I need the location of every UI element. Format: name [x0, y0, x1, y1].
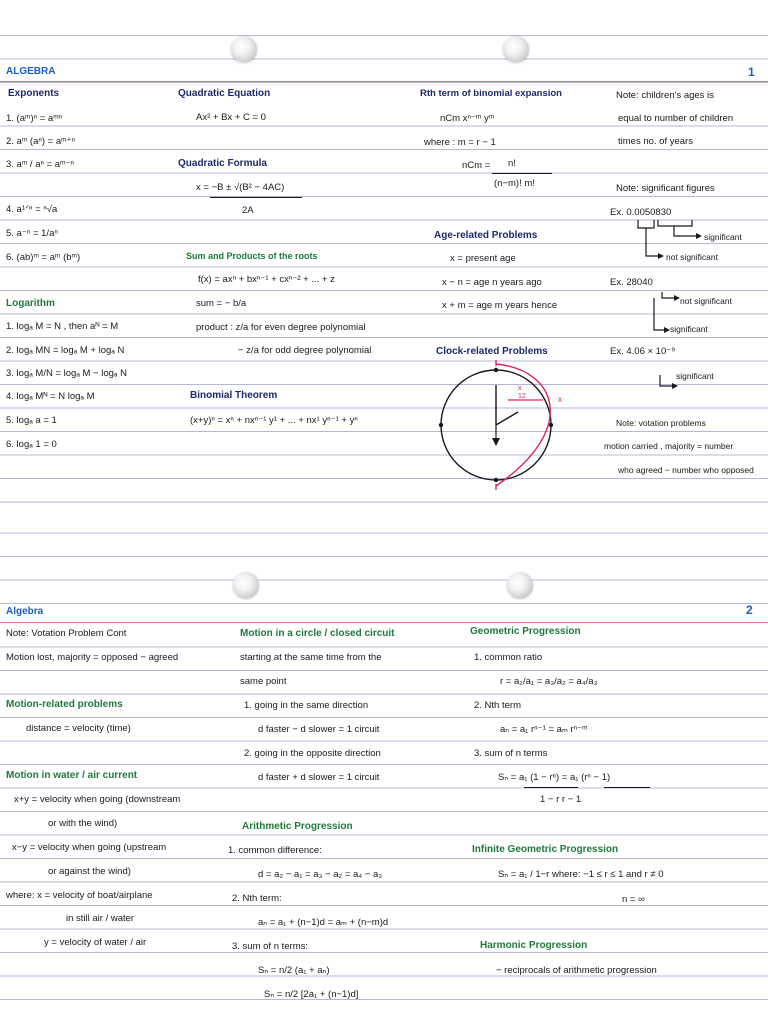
- sig-fig-example: Ex. 4.06 × 10⁻⁹: [610, 346, 676, 357]
- exponent-rule: 2. aᵐ (aⁿ) = aᵐ⁺ⁿ: [6, 136, 76, 147]
- circle-line: d faster − d slower = 1 circuit: [258, 724, 380, 735]
- sig-fig-example: Ex. 28040: [610, 277, 653, 288]
- notebook-page-2: [0, 528, 768, 1018]
- harmonic-header: Harmonic Progression: [480, 940, 588, 951]
- arithmetic-header: Arithmetic Progression: [242, 821, 353, 832]
- infinite-geometric-header: Infinite Geometric Progression: [472, 844, 619, 855]
- water-air-header: Motion in water / air current: [6, 770, 138, 781]
- log-rule: 3. logₐ M/N = logₐ M − logₐ N: [6, 368, 127, 379]
- exponent-rule: 1. (aᵐ)ⁿ = aᵐⁿ: [6, 113, 63, 124]
- geo-sum-denominator: 1 − r r − 1: [540, 794, 582, 805]
- notebook-page-1: [0, 20, 768, 510]
- rth-term-header: Rth term of binomial expansion: [420, 88, 562, 99]
- arith-line: aₙ = a₁ + (n−1)d = aₘ + (n−m)d: [258, 917, 389, 928]
- not-significant-label: not significant: [680, 296, 732, 306]
- motion-line: y = velocity of water / air: [44, 937, 147, 948]
- children-note: Note: children's ages is: [616, 90, 714, 101]
- motion-line: where: x = velocity of boat/airplane: [6, 890, 153, 901]
- rth-term-formula: nCm xⁿ⁻ᵐ yᵐ: [440, 113, 495, 124]
- infinite-line: n = ∞: [622, 894, 645, 905]
- fraction-bar: [492, 173, 552, 174]
- fraction-bar: [524, 787, 578, 788]
- arith-line: d = a₂ − a₁ = a₃ − a₂ = a₄ − a₃: [258, 869, 383, 880]
- quadratic-formula-numerator: x = −B ± √(B² − 4AC): [196, 182, 285, 193]
- circle-motion-header: Motion in a circle / closed circuit: [240, 628, 395, 639]
- geo-sum-numerator: Sₙ = a₁ (1 − rⁿ) = a₁ (rⁿ − 1): [498, 772, 611, 783]
- arith-line: 2. Nth term:: [232, 893, 282, 904]
- log-rule: 1. logₐ M = N , then aᴺ = M: [6, 321, 119, 332]
- motion-line: or with the wind): [48, 818, 118, 829]
- geo-line: 1. common ratio: [474, 652, 543, 663]
- log-rule: 4. logₐ Mᴺ = N logₐ M: [6, 391, 95, 402]
- circle-line: d faster + d slower = 1 circuit: [258, 772, 380, 783]
- sum-of-roots: sum = − b/a: [196, 298, 247, 309]
- polynomial-fx: f(x) = axⁿ + bxⁿ⁻¹ + cxⁿ⁻² + ... + z: [198, 274, 335, 285]
- harmonic-line: − reciprocals of arithmetic progression: [496, 965, 657, 976]
- distance-formula: distance = velocity (time): [26, 723, 131, 734]
- motion-line: in still air / water: [66, 913, 135, 924]
- exponent-rule: 4. a¹ᐟⁿ = ⁿ√a: [6, 204, 58, 215]
- exponent-rule: 3. aᵐ / aⁿ = aᵐ⁻ⁿ: [6, 159, 74, 170]
- quadratic-equation: Ax² + Bx + C = 0: [196, 112, 266, 123]
- log-rule: 2. logₐ MN = logₐ M + logₐ N: [6, 345, 125, 356]
- circle-line: same point: [240, 676, 287, 687]
- svg-text:x: x: [518, 385, 522, 392]
- page-number: 1: [748, 65, 755, 79]
- significant-label: significant: [704, 232, 742, 242]
- arith-line: Sₙ = n/2 (a₁ + aₙ): [258, 965, 330, 976]
- exponent-rule: 5. a⁻ⁿ = 1/aⁿ: [6, 228, 58, 239]
- children-note: equal to number of children: [618, 113, 734, 124]
- binder-hole: [231, 36, 257, 62]
- quadratic-equation-header: Quadratic Equation: [178, 88, 271, 99]
- motion-problems-header: Motion-related problems: [6, 699, 123, 710]
- ncm-denominator: (n−m)! m!: [494, 178, 535, 189]
- logarithm-header: Logarithm: [6, 298, 55, 309]
- circle-line: 2. going in the opposite direction: [244, 748, 381, 759]
- binder-hole: [507, 572, 533, 598]
- binder-hole: [233, 572, 259, 598]
- age-problems-header: Age-related Problems: [434, 230, 538, 241]
- fraction-bar: [604, 787, 650, 788]
- section-title: Algebra: [6, 606, 44, 617]
- votation-note: Note: votation problems: [616, 418, 706, 428]
- product-odd: − z/a for odd degree polynomial: [238, 345, 372, 356]
- geo-line: 2. Nth term: [474, 700, 521, 711]
- log-rule: 5. logₐ a = 1: [6, 415, 57, 426]
- motion-line: or against the wind): [48, 866, 131, 877]
- circle-line: starting at the same time from the: [240, 652, 382, 663]
- page-number: 2: [746, 603, 753, 617]
- age-line: x = present age: [450, 253, 516, 264]
- clock-problems-header: Clock-related Problems: [436, 346, 548, 357]
- margin-line: [0, 622, 768, 623]
- svg-text:12: 12: [518, 393, 526, 400]
- votation-note: who agreed − number who opposed: [618, 465, 754, 475]
- margin-line: [0, 81, 768, 82]
- exponents-header: Exponents: [8, 88, 60, 99]
- circle-line: 1. going in the same direction: [244, 700, 369, 711]
- significant-label: significant: [670, 324, 708, 334]
- product-even: product : z/a for even degree polynomial: [196, 322, 366, 333]
- motion-line: x−y = velocity when going (upstream: [12, 842, 167, 853]
- age-line: x + m = age m years hence: [442, 300, 558, 311]
- quadratic-formula-header: Quadratic Formula: [178, 158, 267, 169]
- age-line: x − n = age n years ago: [442, 277, 542, 288]
- exponent-rule: 6. (ab)ᵐ = aᵐ (bᵐ): [6, 252, 81, 263]
- log-rule: 6. logₐ 1 = 0: [6, 439, 57, 450]
- significant-label: significant: [676, 371, 714, 381]
- arith-line: 3. sum of n terms:: [232, 941, 309, 952]
- geo-line: 3. sum of n terms: [474, 748, 548, 759]
- sig-fig-example: Ex. 0.0050830: [610, 207, 672, 218]
- votation-note: motion carried , majority = number: [604, 441, 734, 451]
- votation-cont-note: Note: Votation Problem Cont: [6, 628, 127, 639]
- ncm-numerator: n!: [508, 158, 516, 169]
- section-title: ALGEBRA: [6, 66, 56, 77]
- arith-line: 1. common difference:: [228, 845, 322, 856]
- binomial-theorem-header: Binomial Theorem: [190, 390, 278, 401]
- motion-lost-rule: Motion lost, majority = opposed − agreed: [6, 652, 179, 663]
- fraction-bar: [210, 197, 302, 198]
- arith-line: Sₙ = n/2 [2a₁ + (n−1)d]: [264, 989, 359, 1000]
- not-significant-label: not significant: [666, 252, 718, 262]
- motion-line: x+y = velocity when going (downstream: [14, 794, 181, 805]
- quadratic-formula-denominator: 2A: [242, 205, 254, 216]
- geometric-header: Geometric Progression: [470, 626, 581, 637]
- children-note: times no. of years: [618, 136, 693, 147]
- binomial-theorem-formula: (x+y)ⁿ = xⁿ + nxⁿ⁻¹ y¹ + ... + nx¹ yⁿ⁻¹ + yⁿ: [190, 415, 358, 426]
- svg-text:x: x: [558, 395, 562, 404]
- clock-diagram: [418, 360, 588, 490]
- infinite-line: Sₙ = a₁ / 1−r where: −1 ≤ r ≤ 1 and r ≠ 0: [498, 869, 664, 880]
- binder-hole: [503, 36, 529, 62]
- ncm-label: nCm =: [462, 160, 491, 171]
- geo-line: aₙ = a₁ rⁿ⁻¹ = aₘ rⁿ⁻ᵐ: [500, 724, 588, 735]
- geo-line: r = a₂/a₁ = a₃/a₂ = a₄/a₃: [500, 676, 598, 687]
- rth-term-where: where : m = r − 1: [424, 137, 496, 148]
- sig-fig-note: Note: significant figures: [616, 183, 715, 194]
- roots-header: Sum and Products of the roots: [186, 251, 318, 261]
